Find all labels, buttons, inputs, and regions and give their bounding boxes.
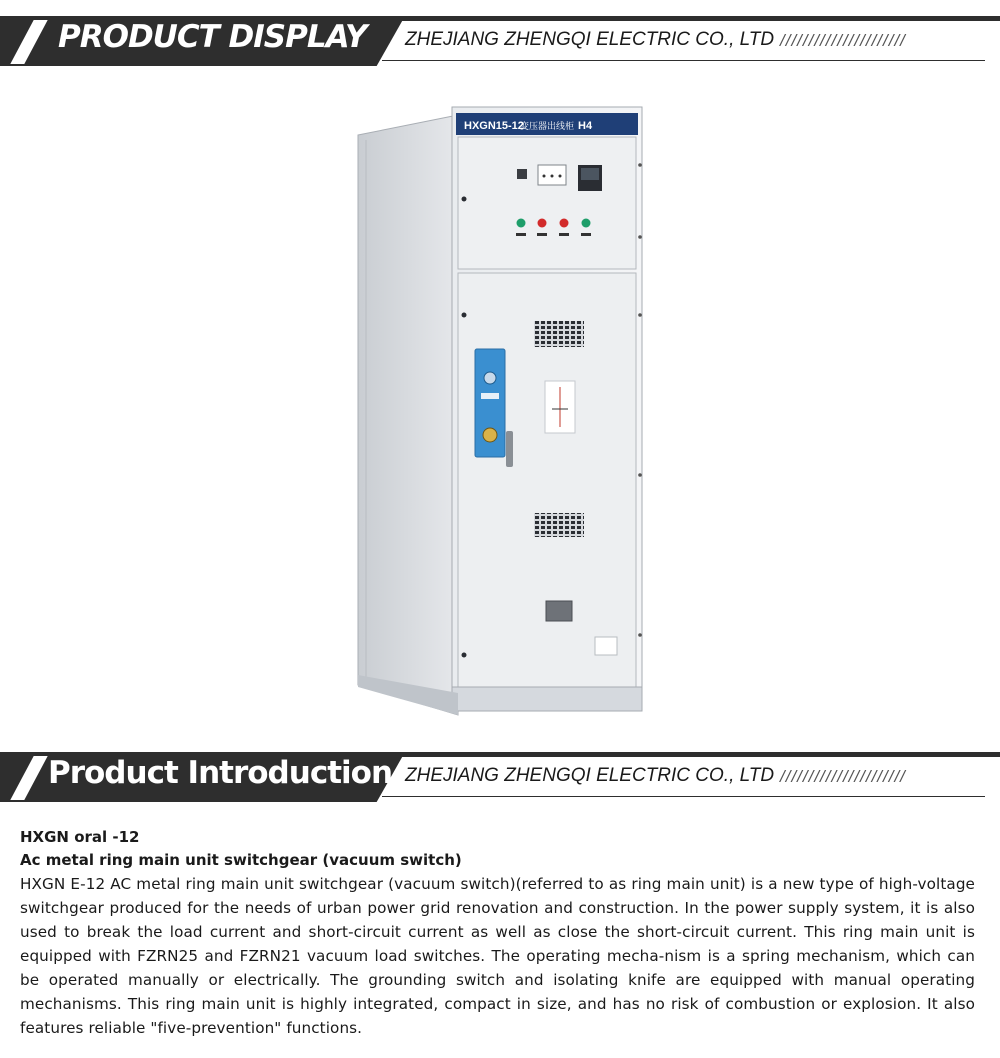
section-title-product-introduction: Product Introduction [48,755,393,791]
product-image [330,95,660,725]
company-name: ZHEJIANG ZHENGQI ELECTRIC CO., LTD [405,765,775,786]
switchgear-cabinet-illustration [330,95,660,725]
banner-underline [382,796,985,797]
product-model-heading: HXGN oral -12 [20,828,140,846]
product-subtitle: Ac metal ring main unit switchgear (vacuum switch) [20,851,462,869]
section-title-product-display: PRODUCT DISPLAY [58,19,367,55]
hatch-decoration: ////////////////////// [780,767,906,786]
product-display-banner [0,16,1000,66]
plate-model: HXGN15-12 [464,120,524,132]
hatch-decoration: ////////////////////// [780,31,906,50]
plate-text: 变压器出线柜 [520,122,575,132]
plate-code: H4 [578,120,593,132]
product-description: HXGN E-12 AC metal ring main unit switchgear (vacuum switch)(referred to as ring main unit) is a new type of high-voltage switchgear produced for the needs of urban power grid renovation and construction. In the power supply system, it is also used to break the load current and short-circuit current as well as close the short-circuit current. This ring main unit is equipped with FZRN25 and FZRN21 vacuum load switches. The operating mecha-nism is a spring mechanism, which can be operated manually or electrically. The grounding switch and isolating knife are equipped with manual operating mechanisms. This ring main unit is highly integrated, compact in size, and has no risk of combustion or explosion. It also features reliable "five-prevention" functions. [20,875,975,1037]
product-introduction-banner [0,752,1000,802]
product-introduction-text [20,826,975,1040]
banner-top-bar [380,752,1000,757]
company-name: ZHEJIANG ZHENGQI ELECTRIC CO., LTD [405,29,775,50]
banner-underline [382,60,985,61]
banner-top-bar [380,16,1000,21]
